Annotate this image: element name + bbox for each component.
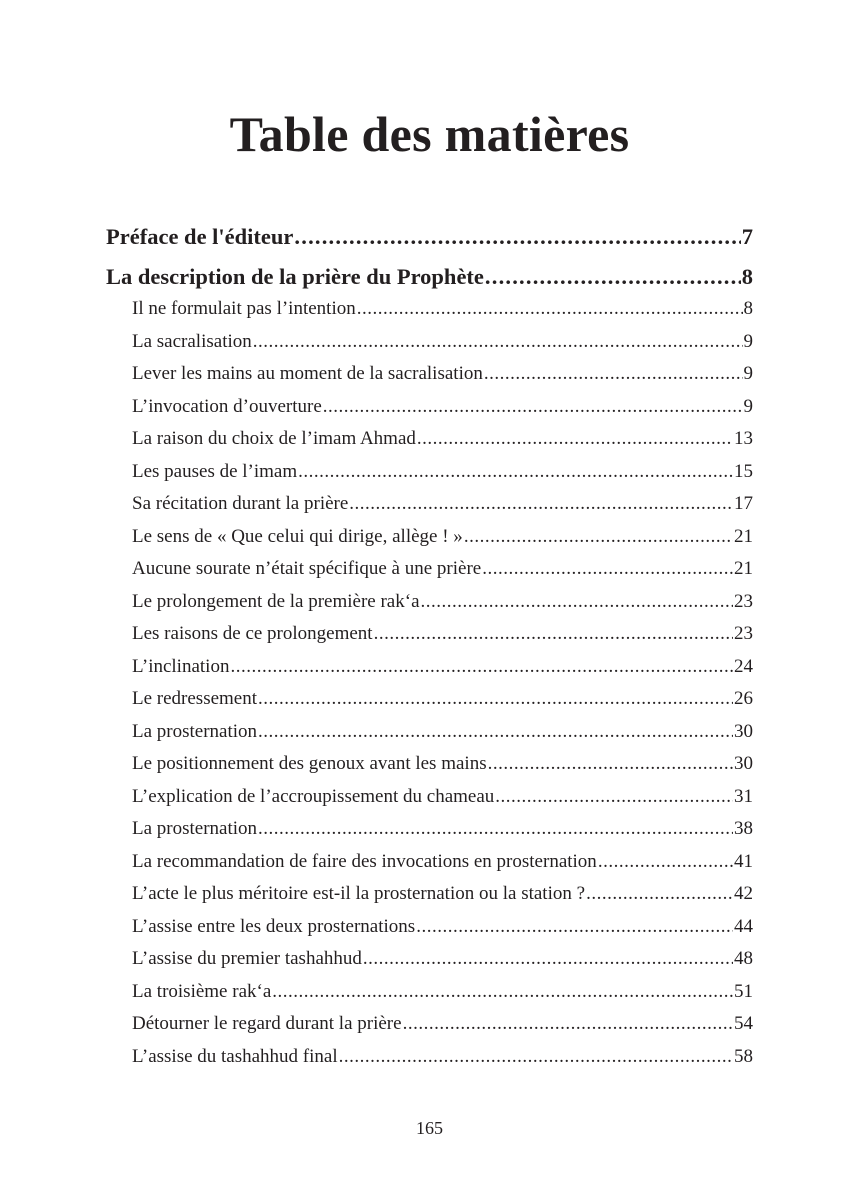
dot-leader: [482, 554, 733, 584]
toc-entry-page: 15: [734, 460, 753, 482]
dot-leader: [484, 359, 743, 389]
toc-entry-label: La sacralisation: [132, 330, 252, 352]
toc-entry-page: 42: [734, 883, 753, 904]
toc-subentry[interactable]: [132, 684, 753, 714]
toc-subentry[interactable]: [132, 522, 753, 552]
toc-subentry[interactable]: [132, 587, 753, 617]
toc-entry-preface[interactable]: [106, 221, 753, 253]
toc-entry-page: 38: [734, 818, 753, 839]
toc-subentry[interactable]: [132, 749, 753, 779]
toc-entry-page: 7: [741, 224, 753, 249]
page-title: Table des matières: [229, 106, 630, 162]
toc-entry-description-priere[interactable]: [106, 261, 753, 293]
toc-entry-page: 30: [734, 753, 753, 774]
toc-subentry[interactable]: [132, 457, 753, 487]
toc-subentry[interactable]: [132, 554, 753, 584]
toc-subentry[interactable]: [132, 912, 753, 942]
toc-subentry[interactable]: [132, 717, 753, 747]
toc-entry-label: Les raisons de ce prolongement: [132, 623, 373, 644]
toc-entry-label: Les pauses de l’imam: [132, 460, 298, 482]
toc-subentry[interactable]: [132, 392, 753, 422]
toc-entry-page: 51: [734, 980, 753, 1002]
dot-leader: [417, 424, 733, 454]
dot-leader: [258, 717, 733, 747]
toc-entry-label: La troisième rak‘a: [132, 980, 272, 1002]
toc-entry-page: 8: [741, 264, 753, 289]
toc-entry-page: 23: [734, 623, 753, 644]
toc-subentry[interactable]: [132, 327, 753, 357]
dot-leader: [258, 684, 733, 714]
toc-entry-label: L’assise entre les deux prosternations: [132, 915, 416, 937]
toc-entry-label: Le prolongement de la première rak‘a: [132, 590, 420, 612]
dot-leader: [323, 392, 743, 422]
dot-leader: [374, 619, 733, 649]
dot-leader: [339, 1042, 733, 1072]
toc-entry-page: 21: [734, 558, 753, 579]
dot-leader: [403, 1009, 733, 1039]
dot-leader: [258, 814, 733, 844]
dot-leader: [464, 522, 733, 552]
toc-entry-page: 54: [734, 1013, 753, 1034]
dot-leader: [485, 261, 741, 293]
toc-entry-label: Il ne formulait pas l’intention: [132, 298, 356, 319]
dot-leader: [416, 912, 733, 942]
toc-entry-label: Détourner le regard durant la prière: [132, 1013, 402, 1034]
toc-entry-label: L’assise du premier tashahhud: [132, 948, 362, 969]
toc-entry-label: Sa récitation durant la prière: [132, 493, 349, 514]
dot-leader: [363, 944, 733, 974]
toc-entry-page: 21: [734, 525, 753, 547]
toc-subentry[interactable]: [132, 294, 753, 324]
toc-entry-page: 23: [734, 590, 753, 612]
dot-leader: [298, 457, 733, 487]
toc-entry-label: Aucune sourate n’était spécifique à une prière: [132, 558, 482, 579]
dot-leader: [294, 221, 740, 253]
page-number: 165: [416, 1118, 443, 1138]
toc-subentry[interactable]: [132, 814, 753, 844]
toc-entry-label: L’explication de l’accroupissement du chameau: [132, 785, 495, 807]
toc-entry-page: 31: [734, 785, 753, 807]
toc-entry-page: 48: [734, 948, 753, 969]
toc-entry-page: 9: [743, 363, 753, 384]
toc-subentry[interactable]: [132, 652, 753, 682]
toc-entry-label: L’invocation d’ouverture: [132, 395, 322, 417]
toc-entry-label: L’inclination: [132, 655, 230, 677]
dot-leader: [495, 782, 733, 812]
toc-subentry[interactable]: [132, 1009, 753, 1039]
toc-entry-page: 13: [734, 428, 753, 449]
toc-entry-page: 24: [734, 655, 753, 677]
toc-subentry[interactable]: [132, 424, 753, 454]
toc-entry-page: 44: [734, 915, 753, 937]
toc-entry-page: 58: [734, 1045, 753, 1067]
toc-subentry[interactable]: [132, 619, 753, 649]
toc-subentry[interactable]: [132, 489, 753, 519]
dot-leader: [272, 977, 733, 1007]
toc-entry-page: 30: [734, 720, 753, 742]
toc-subentry[interactable]: [132, 879, 753, 909]
toc-entry-label: Lever les mains au moment de la sacralisation: [132, 363, 483, 384]
toc-entry-label: La description de la prière du Prophète: [106, 264, 484, 289]
toc-entry-page: 8: [743, 298, 753, 319]
toc-entry-page: 41: [734, 850, 753, 872]
dot-leader: [357, 294, 743, 324]
toc-entry-page: 26: [734, 688, 753, 709]
toc-entry-page: 9: [743, 330, 753, 352]
toc-entry-label: La prosternation: [132, 720, 258, 742]
toc-entry-label: La prosternation: [132, 818, 258, 839]
dot-leader: [349, 489, 733, 519]
dot-leader: [253, 327, 743, 357]
toc-subentry[interactable]: [132, 944, 753, 974]
dot-leader: [488, 749, 733, 779]
toc-subentry[interactable]: [132, 782, 753, 812]
toc-subentry[interactable]: [132, 359, 753, 389]
toc-entry-page: 17: [734, 493, 753, 514]
dot-leader: [230, 652, 733, 682]
dot-leader: [598, 847, 733, 877]
toc-subentry[interactable]: [132, 847, 753, 877]
toc-entry-label: La recommandation de faire des invocations en prosternation: [132, 850, 597, 872]
toc-entry-label: Le sens de « Que celui qui dirige, allège ! »: [132, 525, 463, 547]
dot-leader: [421, 587, 734, 617]
toc-entry-label: L’assise du tashahhud final: [132, 1045, 338, 1067]
toc-entry-label: L’acte le plus méritoire est-il la prosternation ou la station ?: [132, 883, 586, 904]
toc-entry-label: Le redressement: [132, 688, 258, 709]
toc-subentry[interactable]: [132, 977, 753, 1007]
toc-entry-page: 9: [743, 395, 753, 417]
dot-leader: [586, 879, 733, 909]
toc-entry-label: Le positionnement des genoux avant les mains: [132, 753, 487, 774]
toc-entry-label: La raison du choix de l’imam Ahmad: [132, 428, 416, 449]
toc-entry-label: Préface de l'éditeur: [106, 224, 294, 249]
toc-subentry[interactable]: [132, 1042, 753, 1072]
